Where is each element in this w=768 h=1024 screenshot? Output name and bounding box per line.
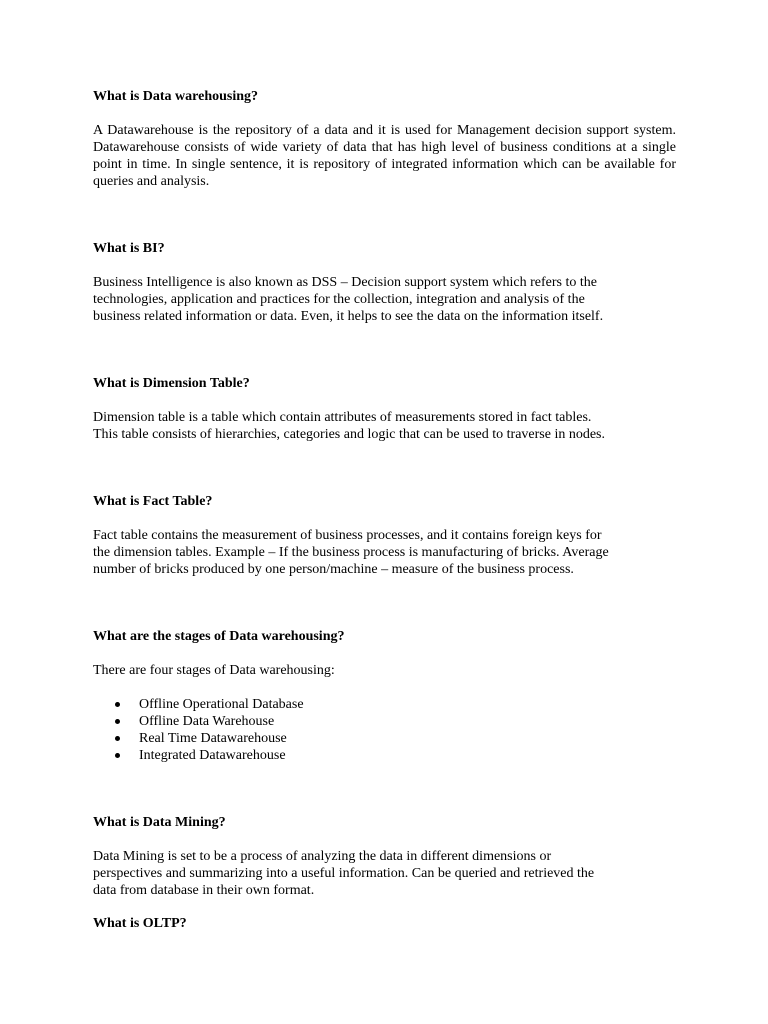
list-item <box>112 713 304 730</box>
paragraph-bi <box>93 274 693 325</box>
list-item-label: Real Time Datawarehouse <box>139 731 287 746</box>
bullet-icon <box>115 736 120 741</box>
heading-data-warehousing: What is Data warehousing? <box>93 89 259 104</box>
heading-fact-table: What is Fact Table? <box>93 494 213 509</box>
heading-oltp: What is OLTP? <box>93 916 187 931</box>
paragraph-line: Dimension table is a table which contain attributes of measurements stored in fact tables. <box>93 410 592 425</box>
list-item <box>112 747 304 764</box>
list-item-label: Offline Data Warehouse <box>139 714 275 729</box>
paragraph-fact-table <box>93 527 693 578</box>
bullet-icon <box>115 753 120 758</box>
bullet-icon <box>115 702 120 707</box>
paragraph-line: number of bricks produced by one person/machine – measure of the business process. <box>93 562 574 577</box>
stages-list <box>112 696 304 764</box>
heading-data-mining: What is Data Mining? <box>93 815 226 830</box>
bullet-icon <box>115 719 120 724</box>
paragraph-stages-intro: There are four stages of Data warehousing: <box>93 663 335 678</box>
paragraph-line: Fact table contains the measurement of business processes, and it contains foreign keys for <box>93 528 602 543</box>
paragraph-dimension-table <box>93 409 693 443</box>
heading-stages: What are the stages of Data warehousing? <box>93 629 345 644</box>
list-item-label: Integrated Datawarehouse <box>139 748 286 763</box>
paragraph-line: Business Intelligence is also known as DSS – Decision support system which refers to the <box>93 275 597 290</box>
paragraph-line: data from database in their own format. <box>93 883 315 898</box>
list-item <box>112 730 304 747</box>
list-item-label: Offline Operational Database <box>139 697 304 712</box>
paragraph-line: technologies, application and practices for the collection, integration and analysis of the <box>93 292 585 307</box>
list-item <box>112 696 304 713</box>
paragraph-line: This table consists of hierarchies, categories and logic that can be used to traverse in nodes. <box>93 427 605 442</box>
paragraph-line: perspectives and summarizing into a useful information. Can be queried and retrieved the <box>93 866 595 881</box>
heading-dimension-table: What is Dimension Table? <box>93 376 250 391</box>
paragraph-line: business related information or data. Even, it helps to see the data on the information itself. <box>93 309 604 324</box>
paragraph-data-warehousing: A Datawarehouse is the repository of a data and it is used for Management decision support system. Datawarehouse consists of wide variety of data that has high level of business conditions at a single point in time. In single sentence, it is repository of integrated information which can be available for queries and analysis. <box>93 123 676 189</box>
paragraph-line: Data Mining is set to be a process of analyzing the data in different dimensions or <box>93 849 552 864</box>
paragraph-line: the dimension tables. Example – If the business process is manufacturing of bricks. Average <box>93 545 609 560</box>
paragraph-data-mining <box>93 848 693 899</box>
heading-bi: What is BI? <box>93 241 165 256</box>
